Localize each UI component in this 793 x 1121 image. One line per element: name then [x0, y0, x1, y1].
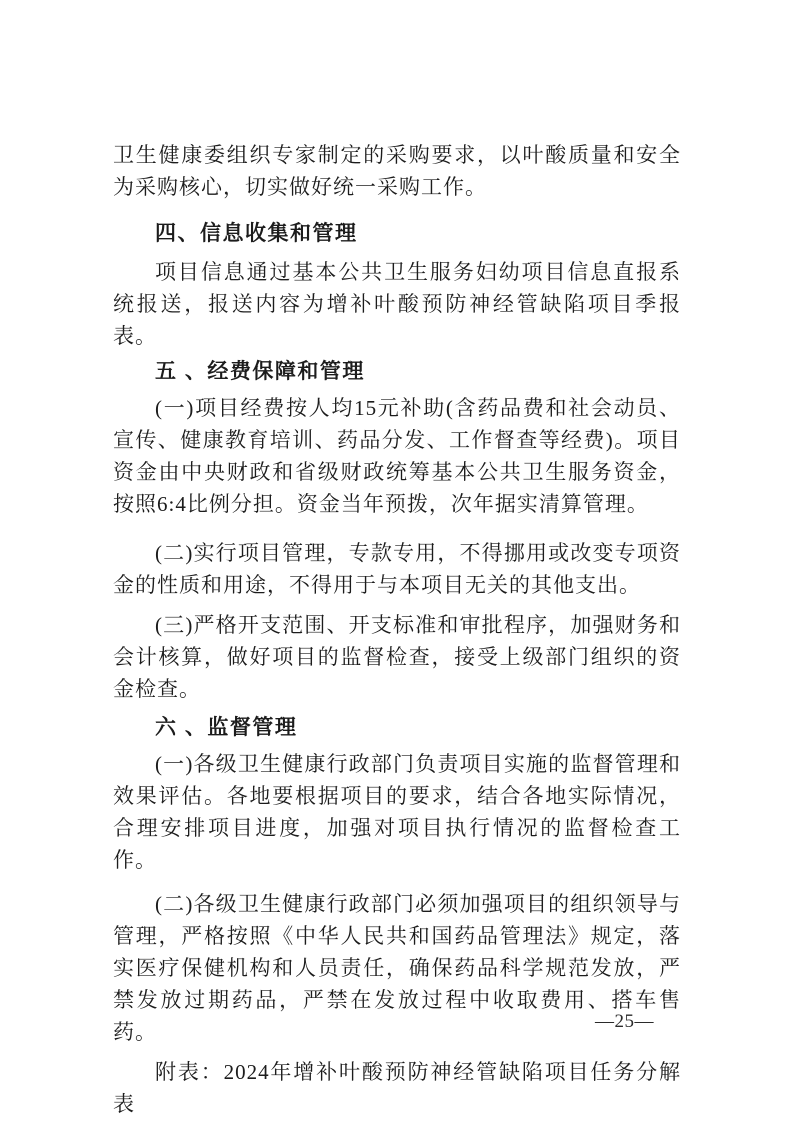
body-paragraph-appendix-note: 附表：2024年增补叶酸预防神经管缺陷项目任务分解表 — [113, 1060, 681, 1116]
body-paragraph-funding-subsidy: (一)项目经费按人均15元补助(含药品费和社会动员、宣传、健康教育培训、药品分发、工作督查等经费)。项目资金由中央财政和省级财政统筹基本公共卫生服务资金，按照6:4比例分担。资金当年预拨，次年据实清算管理。 — [113, 396, 681, 516]
section-heading-four-information-management: 四、信息收集和管理 — [155, 222, 358, 245]
document-body — [113, 139, 681, 1120]
section-heading-five-funding-management: 五 、经费保障和管理 — [155, 360, 365, 383]
page-number: —25— — [595, 1011, 654, 1032]
section-heading-six-supervision: 六 、监督管理 — [155, 716, 298, 739]
body-paragraph-supervision-evaluation: (一)各级卫生健康行政部门负责项目实施的监督管理和效果评估。各地要根据项目的要求，结合各地实际情况，合理安排项目进度，加强对项目执行情况的监督检查工作。 — [113, 752, 681, 872]
body-paragraph-drug-administration: (二)各级卫生健康行政部门必须加强项目的组织领导与管理，严格按照《中华人民共和国药品管理法》规定，落实医疗保健机构和人员责任，确保药品科学规范发放，严禁发放过期药品，严禁在发放过程中收取费用、搭车售药。 — [113, 892, 681, 1044]
body-paragraph-procurement-continuation: 卫生健康委组织专家制定的采购要求，以叶酸质量和安全为采购核心，切实做好统一采购工作。 — [113, 143, 681, 199]
body-paragraph-information-reporting: 项目信息通过基本公共卫生服务妇幼项目信息直报系统报送，报送内容为增补叶酸预防神经管缺陷项目季报表。 — [113, 260, 681, 348]
body-paragraph-expenditure-audit: (三)严格开支范围、开支标准和审批程序，加强财务和会计核算，做好项目的监督检查，接受上级部门组织的资金检查。 — [113, 613, 681, 701]
body-paragraph-dedicated-funds: (二)实行项目管理，专款专用，不得挪用或改变专项资金的性质和用途，不得用于与本项目无关的其他支出。 — [113, 541, 681, 597]
